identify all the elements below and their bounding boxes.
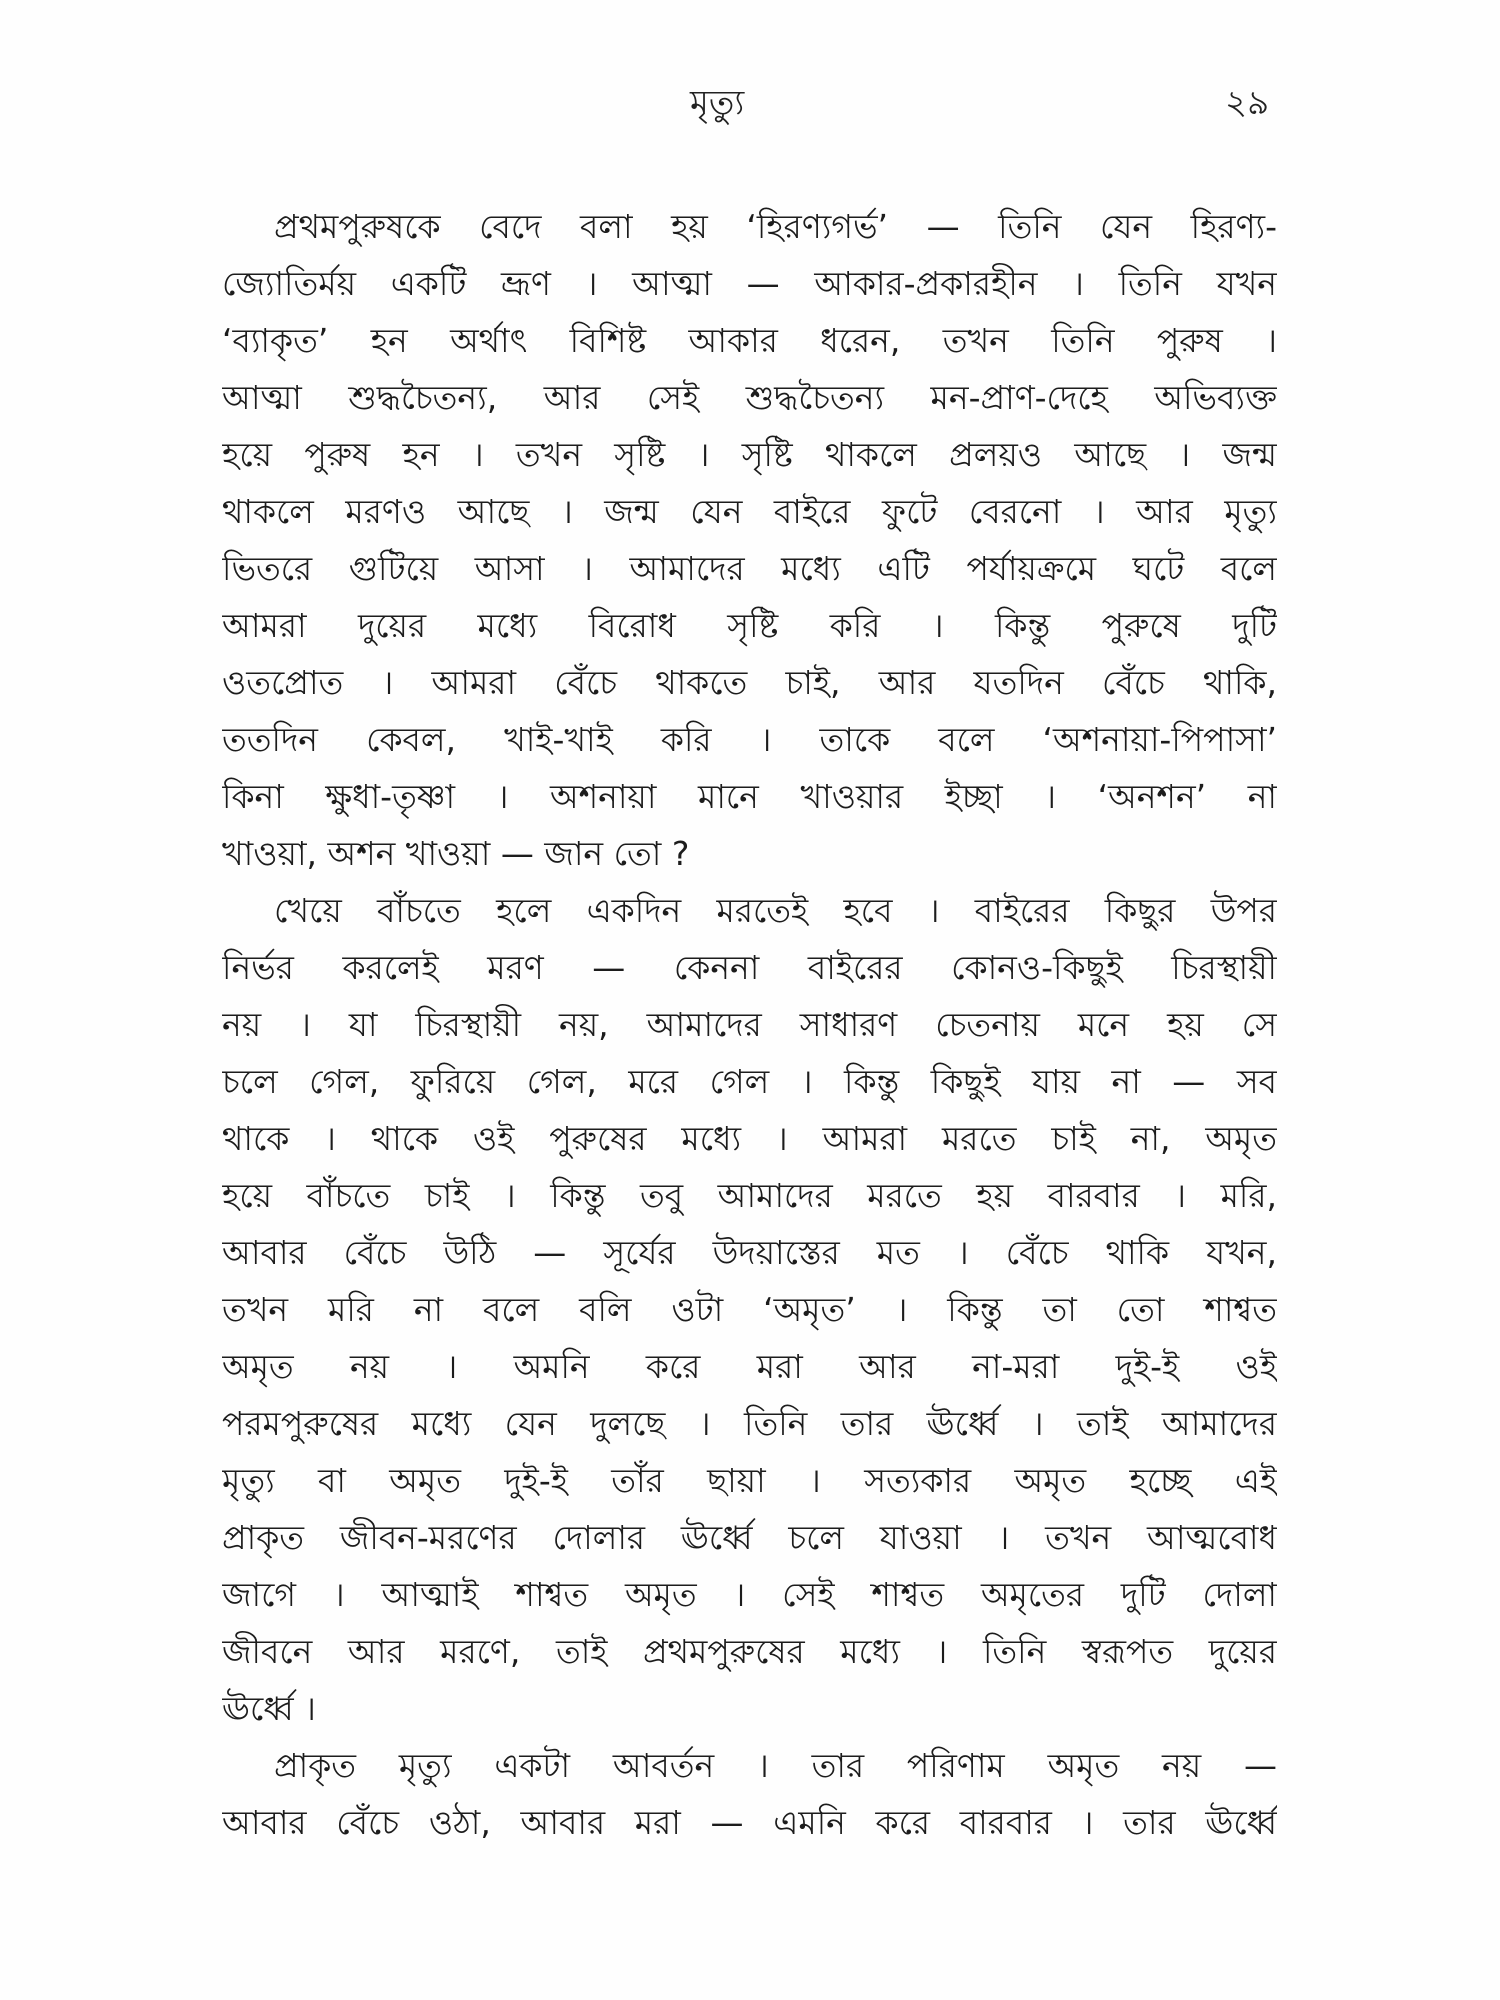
chapter-title: মৃত্যু	[690, 83, 745, 123]
text-line: আমরা দুয়ের মধ্যে বিরোধ সৃষ্টি করি । কিন্তু পুরুষে দুটি	[222, 606, 1277, 645]
text-line: খাওয়া, অশন খাওয়া — জান তো ?	[222, 834, 690, 873]
text-line: ততদিন কেবল, খাই-খাই করি । তাকে বলে ‘অশনায়া-পিপাসা’	[222, 720, 1277, 759]
text-line: মৃত্যু বা অমৃত দুই-ই তাঁর ছায়া । সত্যকার অমৃত হচ্ছে এই	[222, 1461, 1277, 1500]
paragraph	[222, 882, 1277, 1737]
text-line: হয়ে পুরুষ হন । তখন সৃষ্টি । সৃষ্টি থাকলে প্রলয়ও আছে । জন্ম	[222, 435, 1277, 474]
text-line: চলে গেল, ফুরিয়ে গেল, মরে গেল । কিন্তু কিছুই যায় না — সব	[222, 1062, 1277, 1101]
text-line: ভিতরে গুটিয়ে আসা । আমাদের মধ্যে এটি পর্যায়ক্রমে ঘটে বলে	[222, 549, 1277, 588]
text-line: আবার বেঁচে ওঠা, আবার মরা — এমনি করে বারবার । তার ঊর্ধ্বে	[222, 1803, 1277, 1842]
text-line: নির্ভর করলেই মরণ — কেননা বাইরের কোনও-কিছুই চিরস্থায়ী	[222, 948, 1277, 987]
text-line: তখন মরি না বলে বলি ওটা ‘অমৃত’ । কিন্তু তা তো শাশ্বত	[222, 1290, 1277, 1329]
text-line: ঊর্ধ্বে ।	[222, 1689, 316, 1728]
text-line: জ্যোতির্ময় একটি ভ্রূণ । আত্মা — আকার-প্রকারহীন । তিনি যখন	[222, 264, 1277, 303]
text-line: ‘ব্যাকৃত’ হন অর্থাৎ বিশিষ্ট আকার ধরেন, তখন তিনি পুরুষ ।	[222, 321, 1277, 360]
text-line: প্রথমপুরুষকে বেদে বলা হয় ‘হিরণ্যগর্ভ’ — তিনি যেন হিরণ্য-	[274, 207, 1277, 246]
text-line: কিনা ক্ষুধা-তৃষ্ণা । অশনায়া মানে খাওয়ার ইচ্ছা । ‘অনশন’ না	[222, 777, 1277, 816]
text-line: ওতপ্রোত । আমরা বেঁচে থাকতে চাই, আর যতদিন বেঁচে থাকি,	[222, 663, 1277, 702]
text-line: পরমপুরুষের মধ্যে যেন দুলছে । তিনি তার ঊর্ধ্বে । তাই আমাদের	[222, 1404, 1277, 1443]
text-line: জাগে । আত্মাই শাশ্বত অমৃত । সেই শাশ্বত অমৃতের দুটি দোলা	[222, 1575, 1277, 1614]
body-text	[222, 198, 1277, 1851]
text-line: থাকে । থাকে ওই পুরুষের মধ্যে । আমরা মরতে চাই না, অমৃত	[222, 1119, 1277, 1158]
text-line: হয়ে বাঁচতে চাই । কিন্তু তবু আমাদের মরতে হয় বারবার । মরি,	[222, 1176, 1277, 1215]
paragraph	[222, 198, 1277, 882]
page-number: ২৯	[1225, 83, 1270, 123]
text-line: নয় । যা চিরস্থায়ী নয়, আমাদের সাধারণ চেতনায় মনে হয় সে	[222, 1005, 1277, 1044]
text-line: আবার বেঁচে উঠি — সূর্যের উদয়াস্তের মত । বেঁচে থাকি যখন,	[222, 1233, 1277, 1272]
running-header	[0, 78, 1500, 128]
text-line: প্রাকৃত মৃত্যু একটা আবর্তন । তার পরিণাম অমৃত নয় —	[274, 1746, 1277, 1785]
text-line: আত্মা শুদ্ধচৈতন্য, আর সেই শুদ্ধচৈতন্য মন-প্রাণ-দেহে অভিব্যক্ত	[222, 378, 1277, 417]
text-line: অমৃত নয় । অমনি করে মরা আর না-মরা দুই-ই ওই	[222, 1347, 1277, 1386]
text-line: জীবনে আর মরণে, তাই প্রথমপুরুষের মধ্যে । তিনি স্বরূপত দুয়ের	[222, 1632, 1277, 1671]
text-line: প্রাকৃত জীবন-মরণের দোলার ঊর্ধ্বে চলে যাওয়া । তখন আত্মবোধ	[222, 1518, 1277, 1557]
paragraph	[222, 1737, 1277, 1851]
text-line: খেয়ে বাঁচতে হলে একদিন মরতেই হবে । বাইরের কিছুর উপর	[274, 891, 1277, 930]
text-line: থাকলে মরণও আছে । জন্ম যেন বাইরে ফুটে বেরনো । আর মৃত্যু	[222, 492, 1277, 531]
